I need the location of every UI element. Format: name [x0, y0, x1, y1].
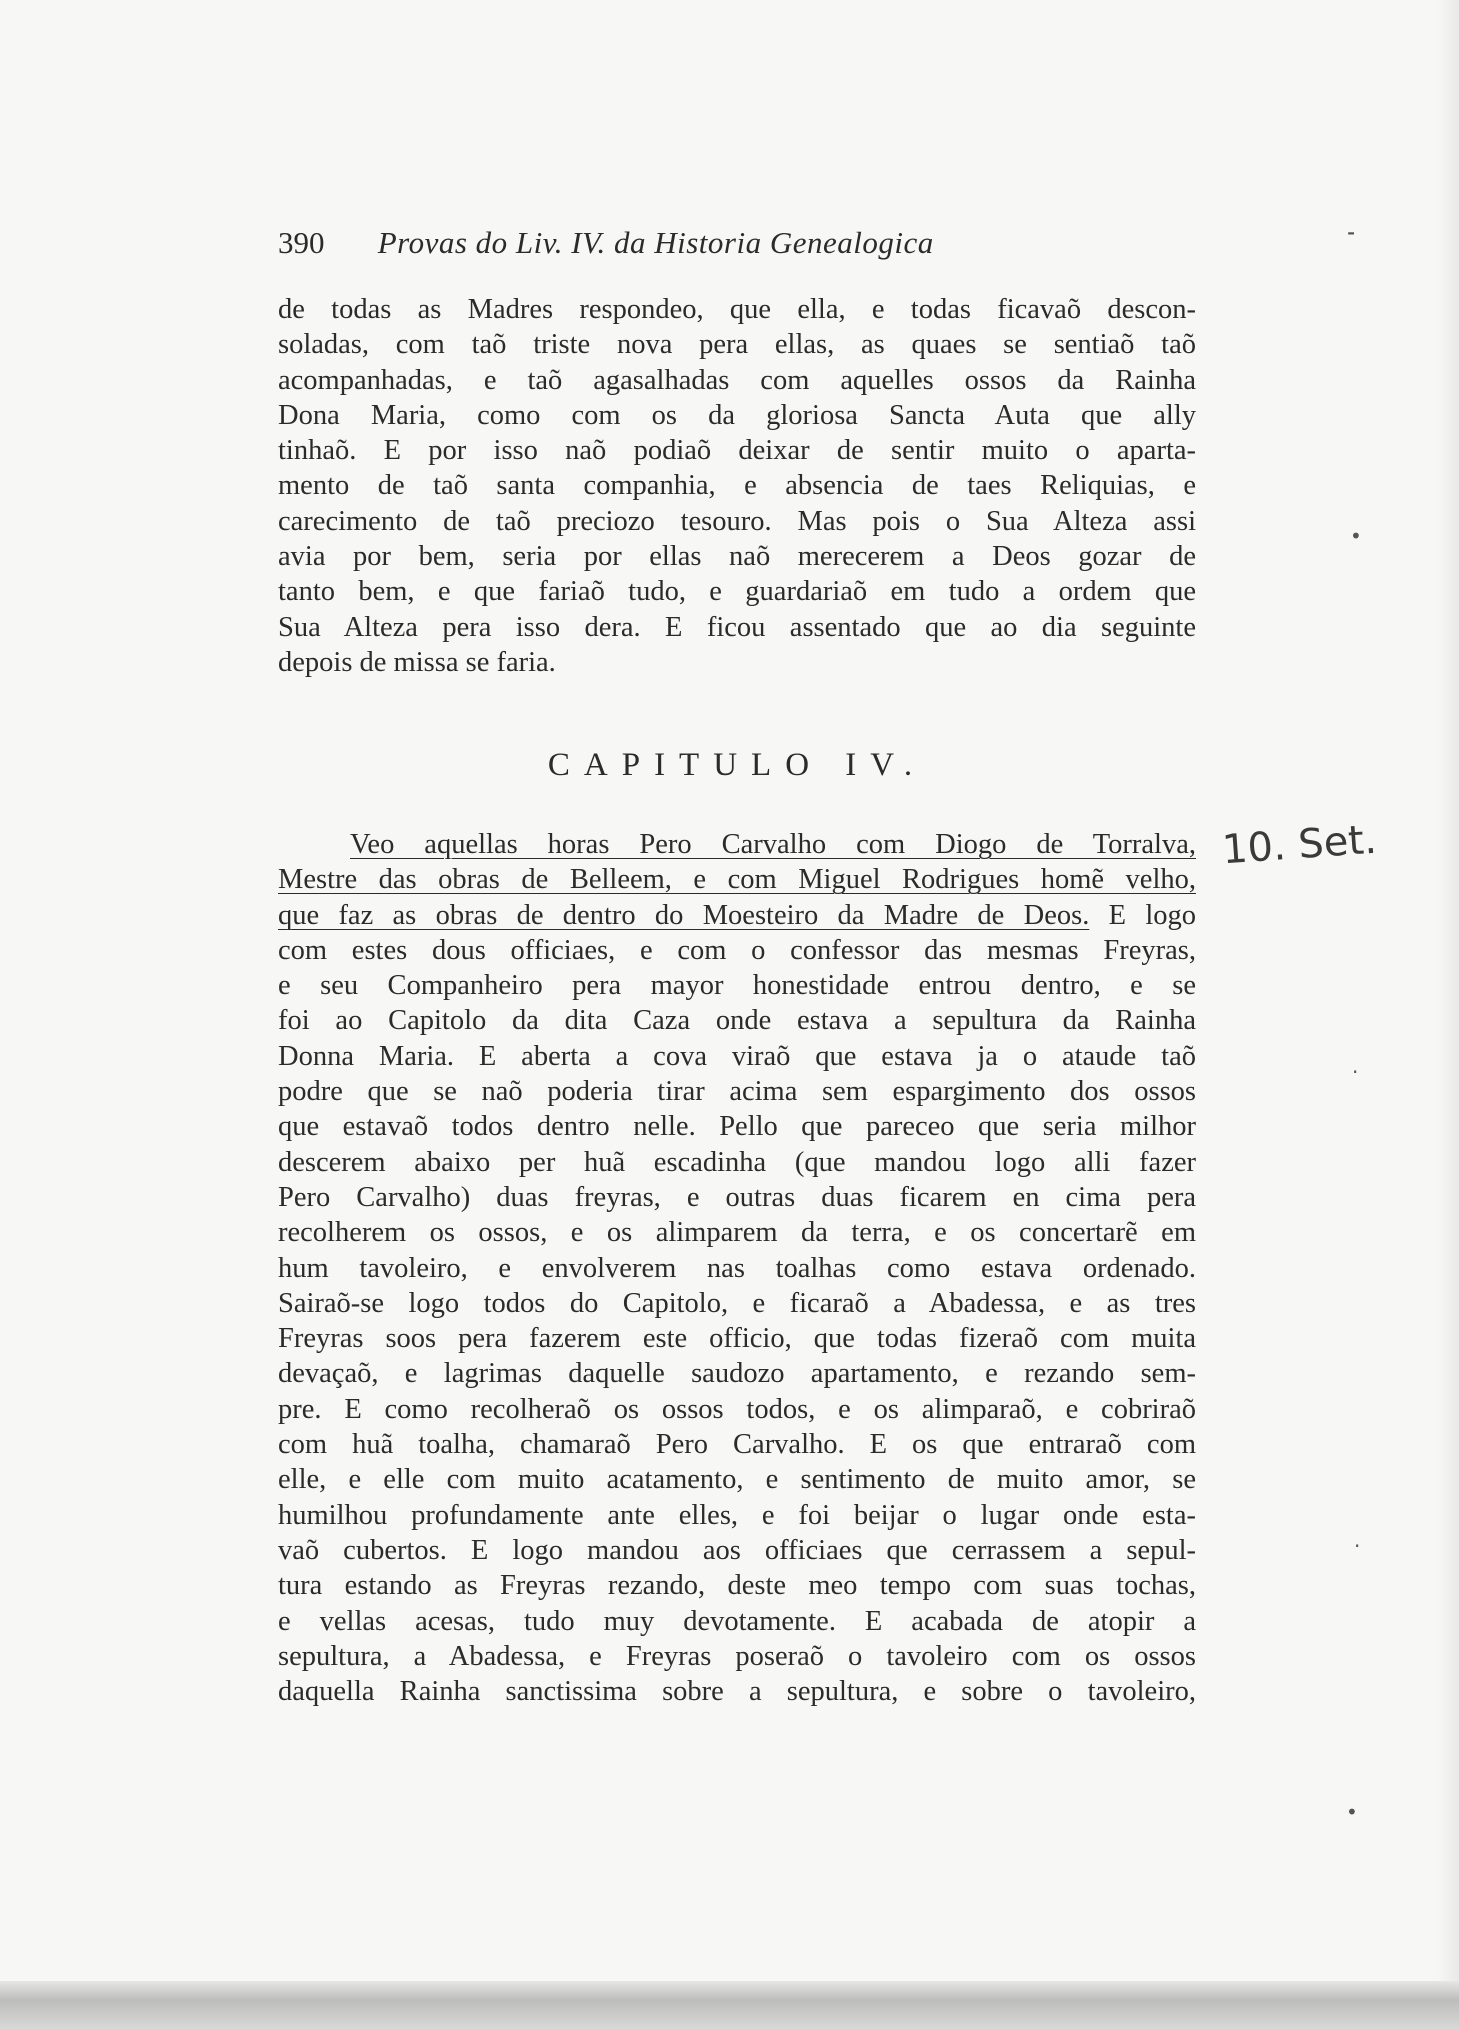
page-number: 390 — [278, 225, 325, 260]
text-line: Dona Maria, como com os da gloriosa Sancta Auta que ally — [278, 399, 1196, 431]
paragraph-1 — [278, 292, 1196, 680]
text-line: foi ao Capitolo da dita Caza onde estava a sepultura da Rainha — [278, 1005, 1196, 1037]
text-line: avia por bem, seria por ellas naõ merecerem a Deos gozar de — [278, 541, 1196, 573]
text-fragment: E logo — [1108, 899, 1196, 931]
underlined-line — [278, 827, 1196, 862]
text-line: recolherem os ossos, e os alimparem da terra, e os concertarẽ em — [278, 1217, 1196, 1249]
text-line: e vellas acesas, tudo muy devotamente. E acabada de atopir a — [278, 1605, 1196, 1637]
text-line: humilhou profundamente ante elles, e foi beijar o lugar onde esta- — [278, 1499, 1196, 1531]
text-line: e seu Companheiro pera mayor honestidade entrou dentro, e se — [278, 970, 1196, 1002]
text-line: Freyras soos pera fazerem este officio, que todas fizeraõ com muita — [278, 1323, 1196, 1355]
text-line: devaçaõ, e lagrimas daquelle saudozo apartamento, e rezando sem- — [278, 1358, 1196, 1390]
text-line: Sairaõ-se logo todos do Capitolo, e ficaraõ a Abadessa, e as tres — [278, 1287, 1196, 1319]
running-title: Provas do Liv. IV. da Historia Genealogica — [377, 225, 934, 260]
handwritten-margin-note: 10. Set. — [1220, 816, 1379, 874]
text-line: descerem abaixo per huã escadinha (que mandou logo alli fazer — [278, 1146, 1196, 1178]
text-line: pre. E como recolheraõ os ossos todos, e os alimparaõ, e cobriraõ — [278, 1393, 1196, 1425]
scan-bottom-edge — [0, 1981, 1459, 2029]
underlined-line — [278, 898, 1196, 933]
text-line: vaõ cubertos. E logo mandou aos officiaes que cerrassem a sepul- — [278, 1534, 1196, 1566]
text-line: tinhaõ. E por isso naõ podiaõ deixar de sentir muito o aparta- — [278, 435, 1196, 467]
text-line: acompanhadas, e taõ agasalhadas com aquelles ossos da Rainha — [278, 364, 1196, 396]
text-line: podre que se naõ poderia tirar acima sem espargimento dos ossos — [278, 1076, 1196, 1108]
text-line: Sua Alteza pera isso dera. E ficou assentado que ao dia seguinte — [278, 611, 1196, 643]
text-line: que estavaõ todos dentro nelle. Pello que pareceo que seria milhor — [278, 1111, 1196, 1143]
page-edge-shadow — [1437, 0, 1459, 2029]
margin-mark-icon: · — [1354, 1534, 1361, 1558]
text-line: mento de taõ santa companhia, e absencia de taes Reliquias, e — [278, 470, 1196, 502]
running-header — [278, 218, 1068, 268]
text-line: de todas as Madres respondeo, que ella, e todas ficavaõ descon- — [278, 294, 1196, 325]
underlined-text: que faz as obras de dentro do Moesteiro da Madre de Deos. — [278, 899, 1090, 931]
underlined-text: Mestre das obras de Belleem, e com Miguel Rodrigues homẽ velho, — [278, 864, 1196, 896]
text-line: Pero Carvalho) duas freyras, e outras duas ficarem en cima pera — [278, 1181, 1196, 1213]
margin-mark-icon: ⁃ — [1346, 222, 1356, 246]
margin-mark-icon: • — [1350, 524, 1362, 548]
text-line: daquella Rainha sanctissima sobre a sepultura, e sobre o tavoleiro, — [278, 1676, 1196, 1708]
underlined-text: Veo aquellas horas Pero Carvalho com Diogo de Torralva, — [350, 829, 1196, 860]
text-line: depois de missa se faria. — [278, 646, 556, 678]
text-line: tura estando as Freyras rezando, deste meo tempo com suas tochas, — [278, 1570, 1196, 1602]
text-line: Donna Maria. E aberta a cova viraõ que estava ja o ataude taõ — [278, 1040, 1196, 1072]
text-line: com huã toalha, chamaraõ Pero Carvalho. E os que entraraõ com — [278, 1429, 1196, 1461]
text-line: soladas, com taõ triste nova pera ellas, as quaes se sentiaõ taõ — [278, 329, 1196, 361]
text-line: com estes dous officiaes, e com o confessor das mesmas Freyras, — [278, 934, 1196, 966]
text-line: sepultura, a Abadessa, e Freyras poseraõ o tavoleiro com os ossos — [278, 1640, 1196, 1672]
chapter-heading: CAPITULO IV. — [547, 747, 927, 783]
text-line: carecimento de taõ preciozo tesouro. Mas pois o Sua Alteza assi — [278, 505, 1196, 537]
text-line: elle, e elle com muito acatamento, e sentimento de muito amor, se — [278, 1464, 1196, 1496]
underlined-line — [278, 862, 1196, 897]
margin-mark-icon: · — [1352, 1060, 1359, 1084]
margin-mark-icon: • — [1346, 1800, 1358, 1824]
text-line: hum tavoleiro, e envolverem nas toalhas como estava ordenado. — [278, 1252, 1196, 1284]
text-line: tanto bem, e que fariaõ tudo, e guardariaõ em tudo a ordem que — [278, 576, 1196, 608]
paragraph-2 — [278, 827, 1196, 1709]
